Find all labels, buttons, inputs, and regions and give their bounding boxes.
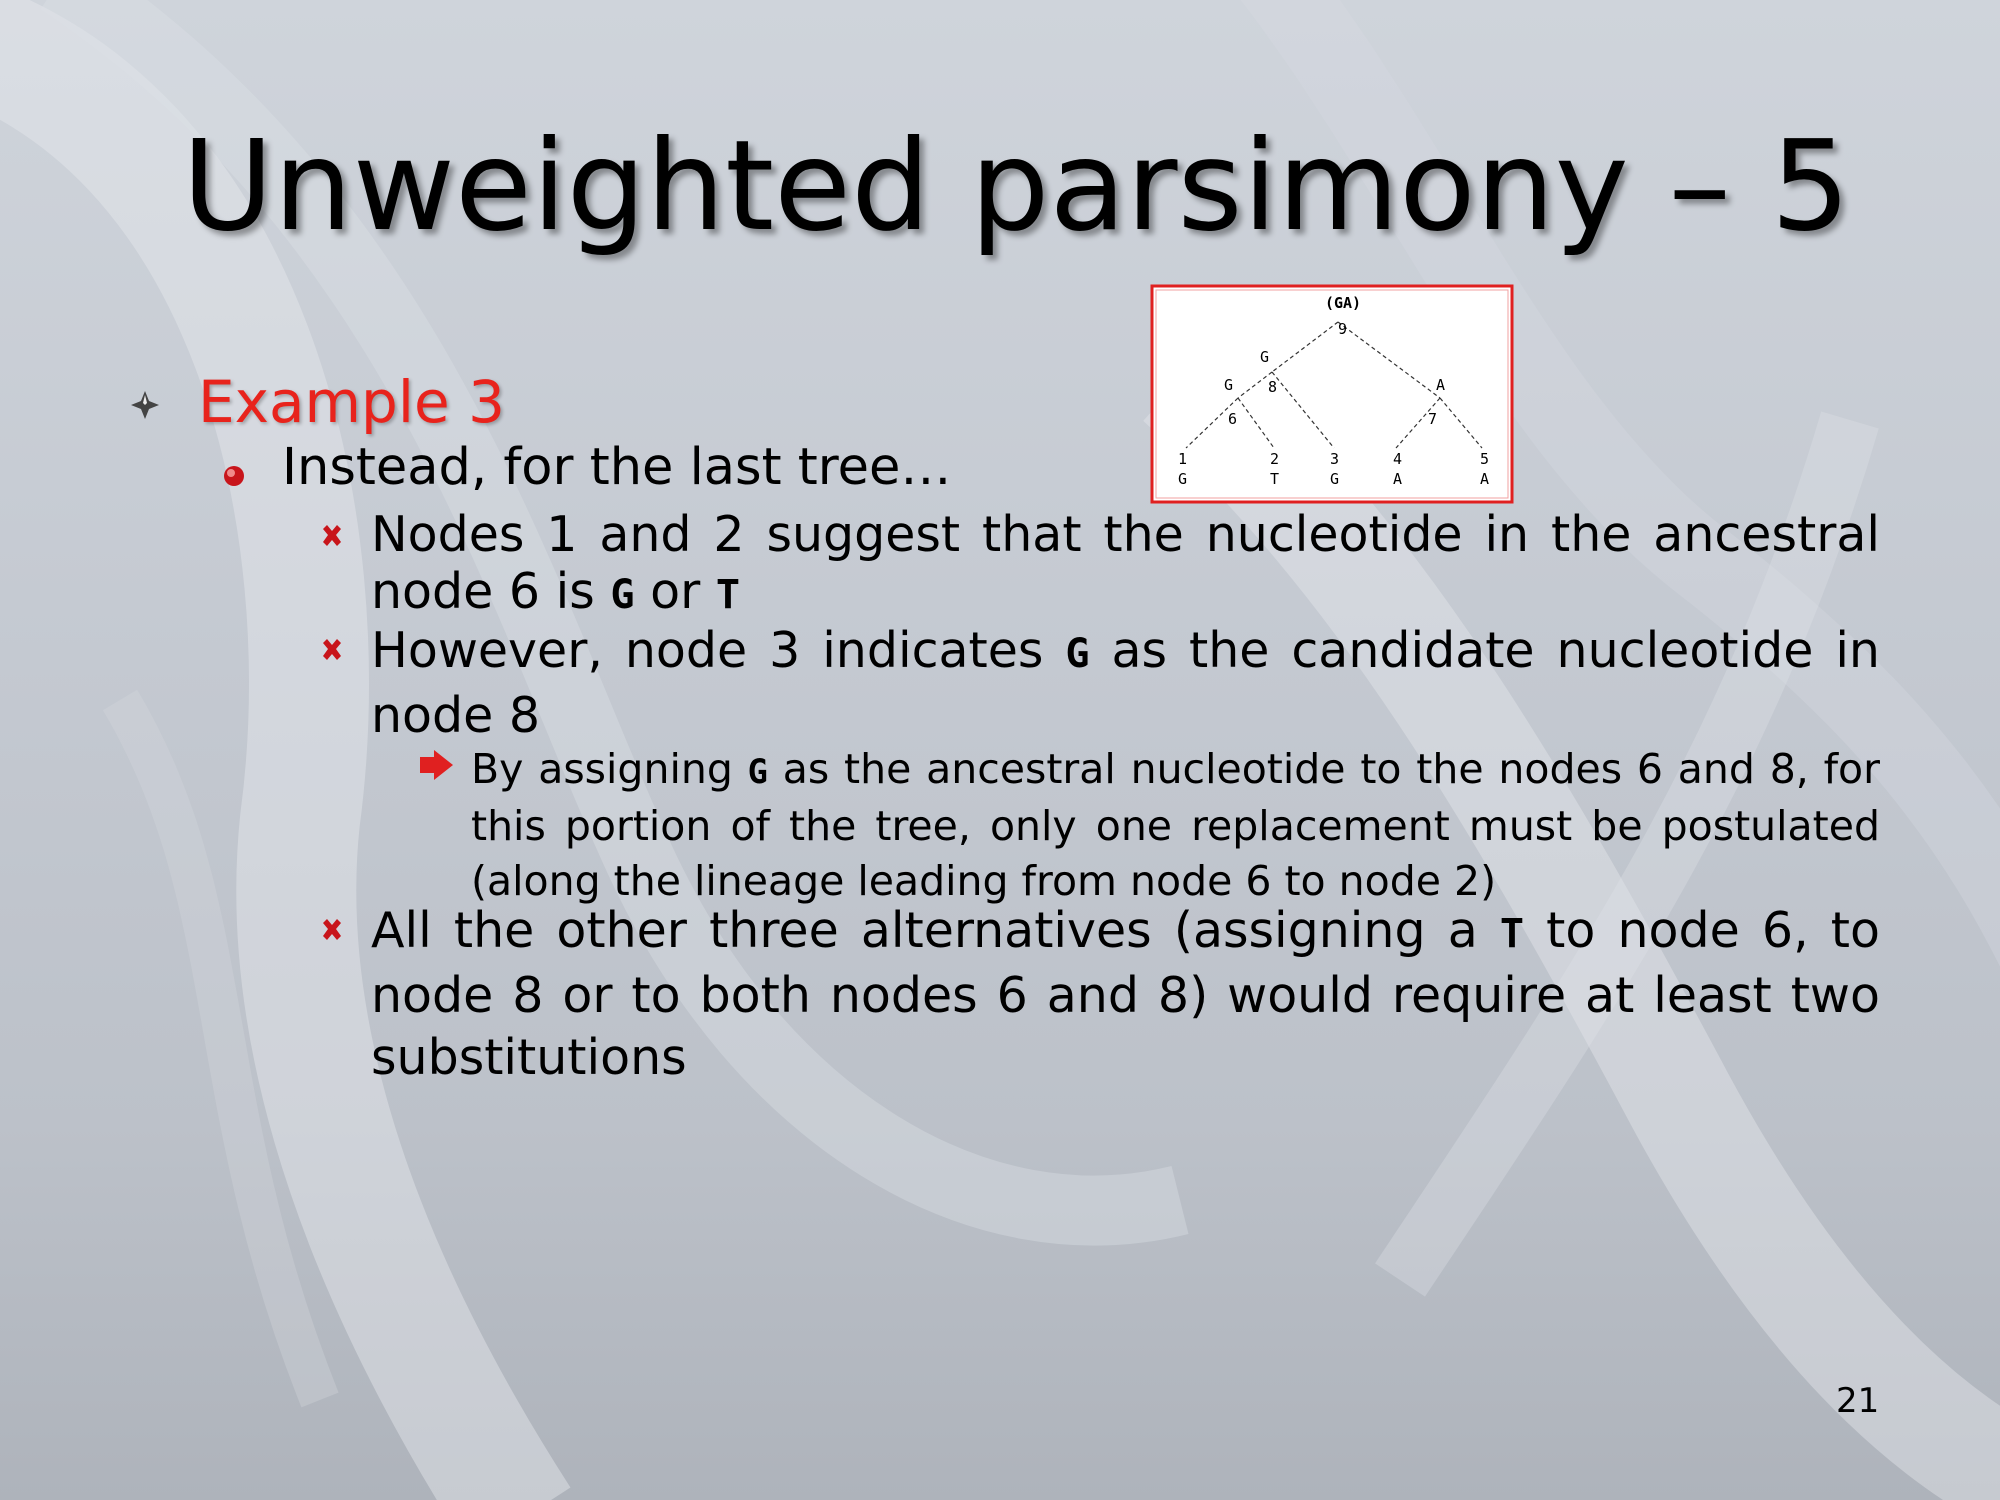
cross-bullet-icon xyxy=(318,522,346,550)
bullet-alternatives xyxy=(318,900,1880,1089)
leaf-3-id: 3 xyxy=(1330,450,1340,468)
leaf-1-id: 1 xyxy=(1178,450,1188,468)
node-3-text: However, node 3 indicates G as the candidate nucleotide in node 8 xyxy=(371,622,1880,744)
node-8-label: 8 xyxy=(1268,378,1278,396)
leaf-2-id: 2 xyxy=(1270,450,1280,468)
root-label: (GA) xyxy=(1324,294,1362,312)
leaf-2-nuc: T xyxy=(1270,470,1280,488)
diamond-bullet-icon xyxy=(130,390,160,420)
leaf-4-nuc: A xyxy=(1393,470,1403,488)
node-9-label: 9 xyxy=(1338,320,1348,338)
leaf-5-nuc: A xyxy=(1480,470,1490,488)
arrow-bullet-icon xyxy=(420,750,454,780)
alternatives-text: All the other three alternatives (assigning a T to node 6, to node 8 or to both nodes 6 and 8) would require at least two substitutions xyxy=(371,902,1880,1086)
node-8-state: G xyxy=(1260,348,1270,366)
node-6-label: 6 xyxy=(1228,410,1238,428)
bullet-nodes-1-2 xyxy=(318,506,1880,620)
round-bullet-icon xyxy=(222,464,246,488)
bullet-node-3 xyxy=(318,620,1880,747)
node-7-label: 7 xyxy=(1428,410,1438,428)
bullet-assigning-g xyxy=(420,742,1880,909)
leaf-5-id: 5 xyxy=(1480,450,1490,468)
node-7-state: A xyxy=(1436,376,1446,394)
tree-diagram xyxy=(1150,284,1514,504)
leaf-3-nuc: G xyxy=(1330,470,1340,488)
cross-bullet-icon xyxy=(318,916,346,944)
slide-title: Unweighted parsimony – 5 xyxy=(182,114,1851,259)
assigning-g-text: By assigning G as the ancestral nucleotide to the nodes 6 and 8, for this portion of the tree, only one replacement must be postulated (along the lineage leading from node 6 to node 2) xyxy=(471,745,1880,905)
leaf-4-id: 4 xyxy=(1393,450,1403,468)
leaf-1-nuc: G xyxy=(1178,470,1188,488)
example-heading: Example 3 xyxy=(198,368,505,436)
cross-bullet-icon xyxy=(318,636,346,664)
node-6-state: G xyxy=(1224,376,1234,394)
instead-text: Instead, for the last tree… xyxy=(282,438,952,497)
page-number: 21 xyxy=(1836,1381,1880,1421)
nodes-1-2-text: Nodes 1 and 2 suggest that the nucleotide in the ancestral node 6 is G or T xyxy=(371,506,1880,620)
